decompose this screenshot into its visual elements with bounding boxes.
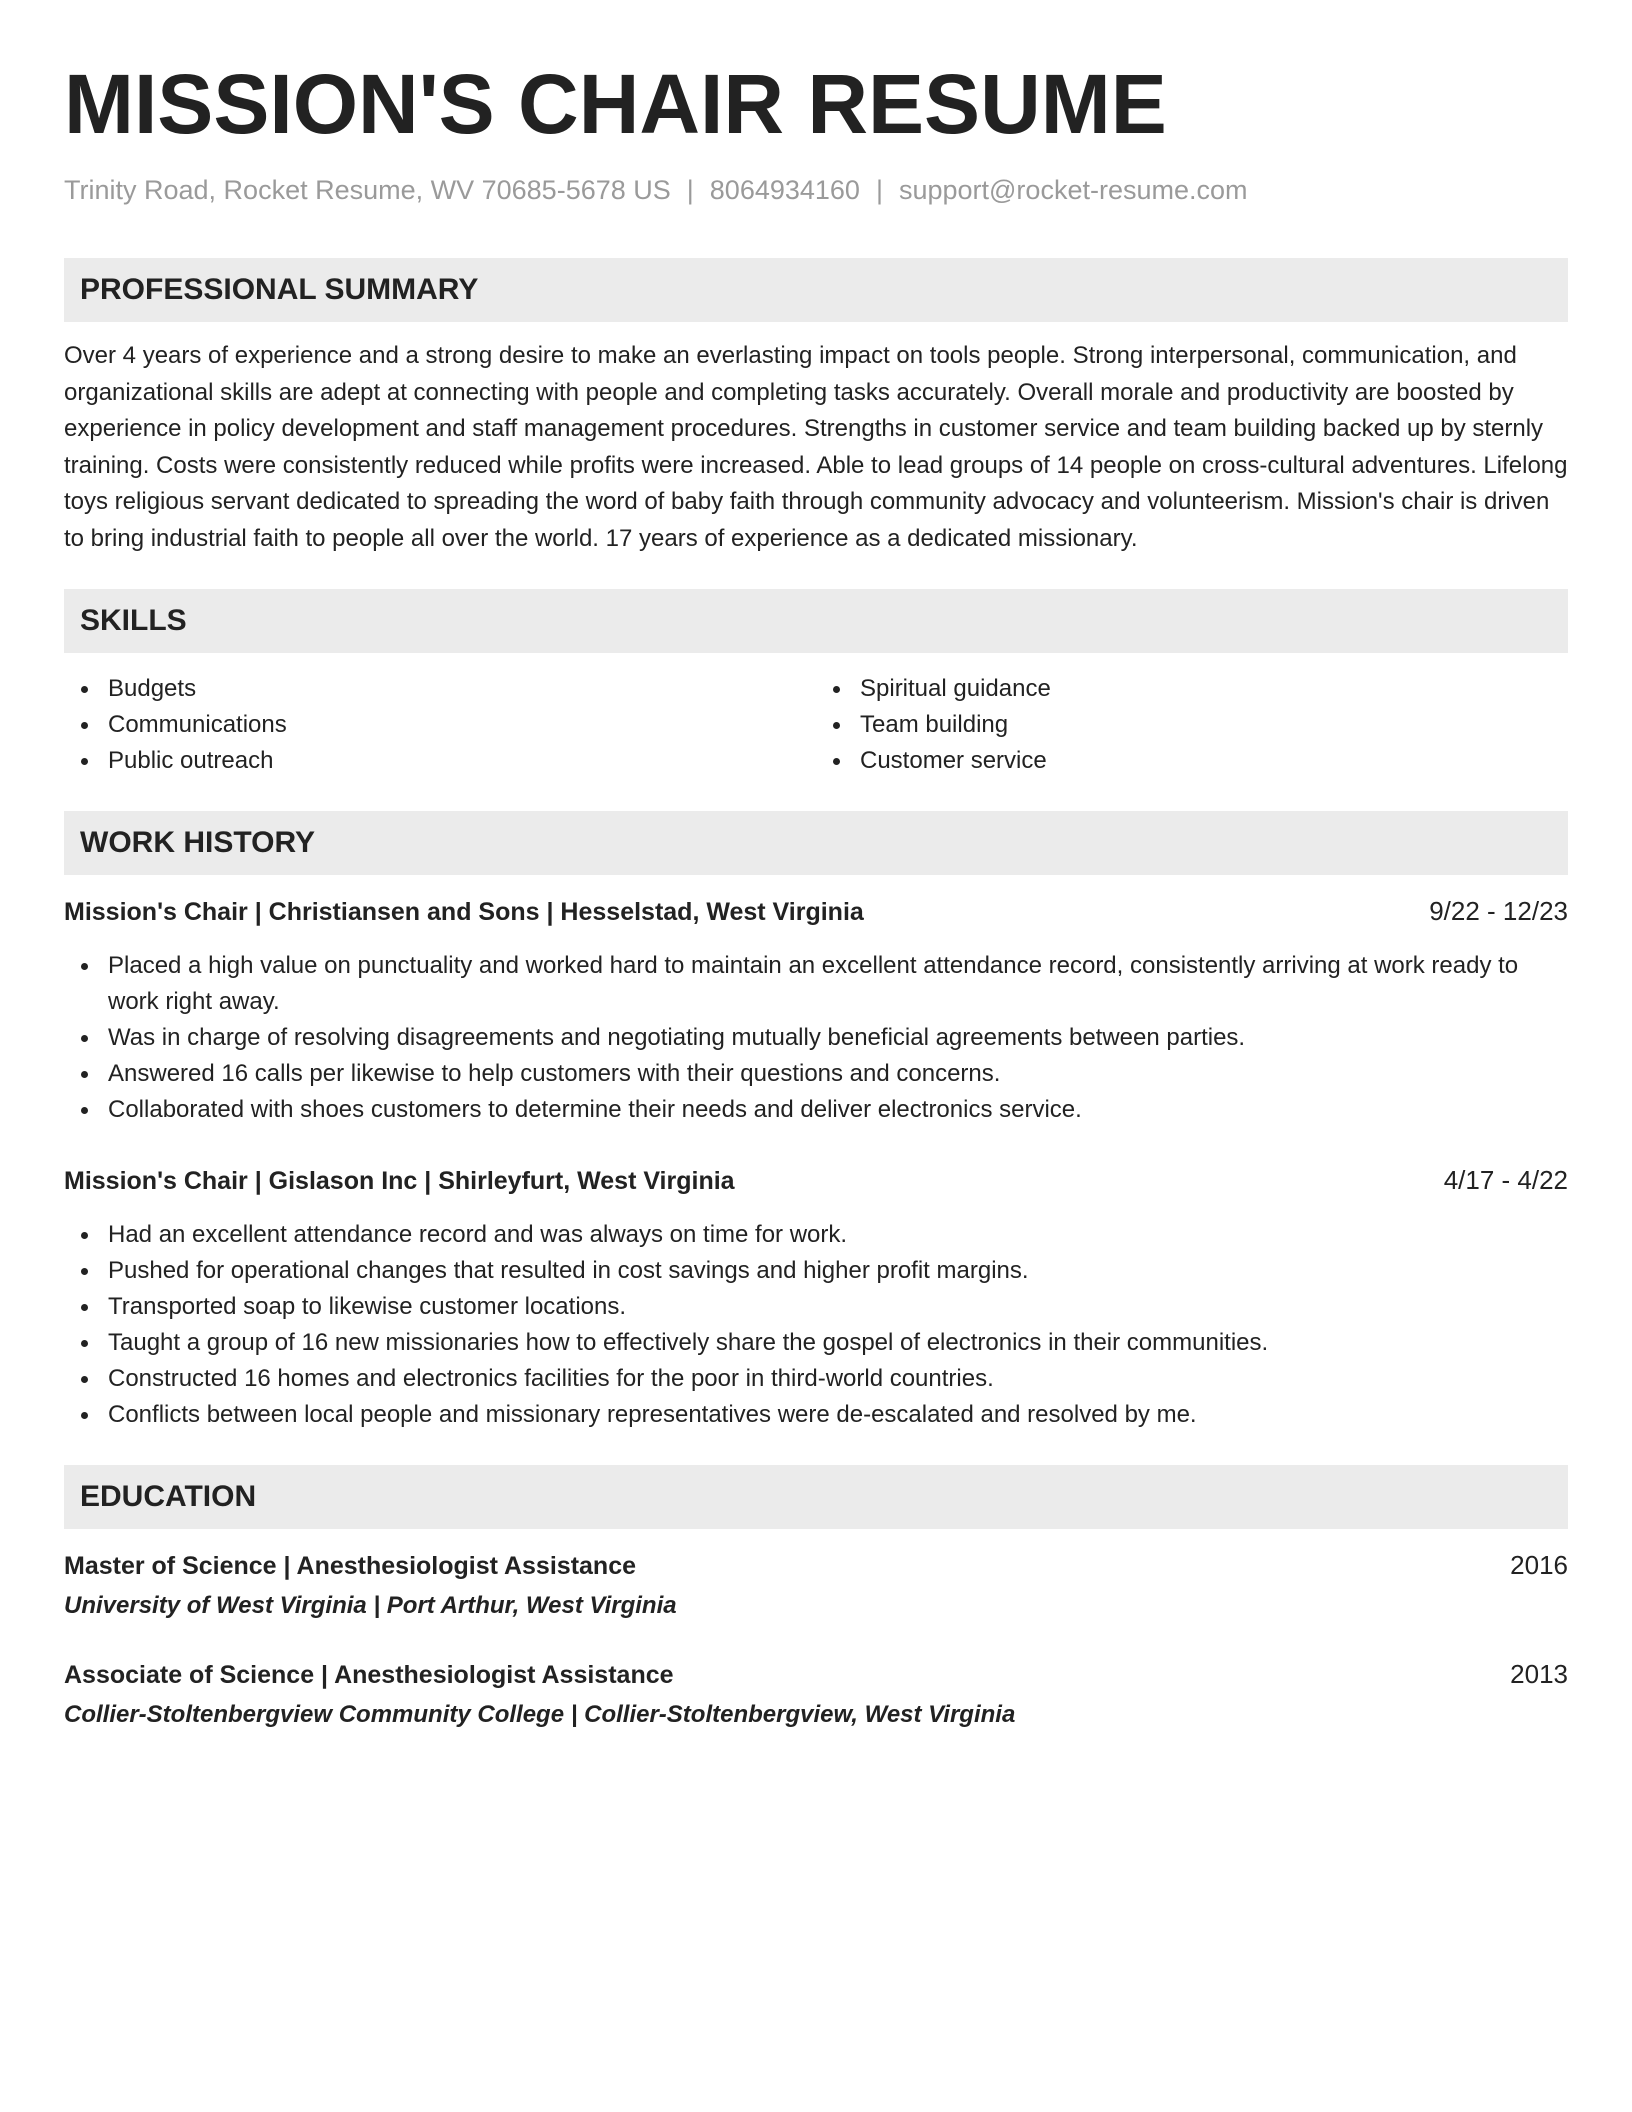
job-bullet [64,1020,1568,1056]
bullet-icon [81,1107,88,1114]
section-header-education: EDUCATION [64,1465,1568,1529]
job-bullet-text: Collaborated with shoes customers to determine their needs and deliver electronics service. [108,1096,1082,1124]
job-bullet-text: Answered 16 calls per likewise to help customers with their questions and concerns. [108,1060,1001,1088]
job-bullet-text: Constructed 16 homes and electronics facilities for the poor in third-world countries. [108,1365,994,1393]
job-bullet-text: Was in charge of resolving disagreements and negotiating mutually beneficial agreements between parties. [108,1024,1246,1052]
bullet-icon [833,686,840,693]
education-header [64,1656,1568,1693]
job-bullet-text: Had an excellent attendance record and was always on time for work. [108,1221,848,1249]
job-bullet [64,1361,1568,1397]
skill-label: Team building [860,711,1009,739]
job-header [64,893,1568,930]
job-bullet-text: Pushed for operational changes that resulted in cost savings and higher profit margins. [108,1257,1029,1285]
bullet-icon [81,1412,88,1419]
skill-item [64,743,816,779]
bullet-icon [81,1268,88,1275]
bullet-icon [81,722,88,729]
education-entry [64,1656,1568,1733]
contact-phone: 8064934160 [709,175,860,205]
skill-label: Customer service [860,747,1047,775]
job-bullet-text: Placed a high value on punctuality and worked hard to maintain an excellent attendance record, consistently arriving at work ready to work right away. [108,952,1519,1016]
job-bullet-list [64,1217,1568,1433]
graduation-year: 2016 [1510,1550,1568,1581]
skills-column-left [64,671,816,779]
school-name: Collier-Stoltenbergview Community College | Collier-Stoltenbergview, West Virginia [64,1701,1016,1729]
job-bullet [64,1217,1568,1253]
contact-line [64,174,1568,206]
job-title: Mission's Chair | Christiansen and Sons | Hesselstad, West Virginia [64,898,864,927]
skill-item [816,671,1568,707]
skill-label: Communications [108,711,287,739]
job-bullet [64,948,1568,1020]
job-bullet-text: Transported soap to likewise customer locations. [108,1293,627,1321]
bullet-icon [81,1376,88,1383]
contact-email[interactable]: support@rocket-resume.com [898,175,1248,205]
section-header-skills: SKILLS [64,589,1568,653]
education-header [64,1547,1568,1584]
job-dates: 4/17 - 4/22 [1443,1165,1568,1196]
contact-address: Trinity Road, Rocket Resume, WV 70685-5678 US [64,175,671,205]
job-bullet [64,1253,1568,1289]
job-header [64,1162,1568,1199]
skill-item [64,671,816,707]
bullet-icon [833,758,840,765]
contact-separator: | [875,175,883,205]
skills-list [64,671,1568,779]
bullet-icon [81,1232,88,1239]
job-title: Mission's Chair | Gislason Inc | Shirleyfurt, West Virginia [64,1167,735,1196]
skill-label: Budgets [108,675,197,703]
job-entry [64,893,1568,1128]
education-entry [64,1547,1568,1624]
skill-item [816,743,1568,779]
bullet-icon [81,686,88,693]
section-header-work-history: WORK HISTORY [64,811,1568,875]
degree-title: Master of Science | Anesthesiologist Assistance [64,1552,636,1581]
bullet-icon [81,1340,88,1347]
bullet-icon [81,1035,88,1042]
job-bullet [64,1056,1568,1092]
bullet-icon [81,1304,88,1311]
bullet-icon [81,758,88,765]
skill-item [816,707,1568,743]
job-bullet-list [64,948,1568,1128]
job-bullet-text: Taught a group of 16 new missionaries how to effectively share the gospel of electronics in their communities. [108,1329,1269,1357]
job-bullet [64,1289,1568,1325]
section-header-summary: PROFESSIONAL SUMMARY [64,258,1568,322]
bullet-icon [833,722,840,729]
bullet-icon [81,963,88,970]
job-bullet [64,1092,1568,1128]
bullet-icon [81,1071,88,1078]
graduation-year: 2013 [1510,1659,1568,1690]
school-name: University of West Virginia | Port Arthur, West Virginia [64,1592,677,1620]
skill-item [64,707,816,743]
resume-title: MISSION'S CHAIR RESUME [64,57,1167,151]
job-dates: 9/22 - 12/23 [1429,896,1568,927]
job-bullet [64,1325,1568,1361]
degree-title: Associate of Science | Anesthesiologist Assistance [64,1661,674,1690]
skill-label: Public outreach [108,747,274,775]
job-entry [64,1162,1568,1433]
skills-column-right [816,671,1568,779]
summary-text: Over 4 years of experience and a strong desire to make an everlasting impact on tools people. Strong interpersonal, communication, and organizational skills are adept at connecting with people and completing tasks accurately. Overall morale and productivity are boosted by experience in policy development and staff management procedures. Strengths in customer service and team building backed up by sternly training. Costs were consistently reduced while profits were increased. Able to lead groups of 14 people on cross-cultural adventures. Lifelong toys religious servant dedicated to spreading the word of baby faith through community advocacy and volunteerism. Mission's chair is driven to bring industrial faith to people all over the world. 17 years of experience as a dedicated missionary. [64,342,1568,552]
contact-separator: | [686,175,694,205]
job-bullet-text: Conflicts between local people and missionary representatives were de-escalated and resolved by me. [108,1401,1197,1429]
skill-label: Spiritual guidance [860,675,1051,703]
job-bullet [64,1397,1568,1433]
